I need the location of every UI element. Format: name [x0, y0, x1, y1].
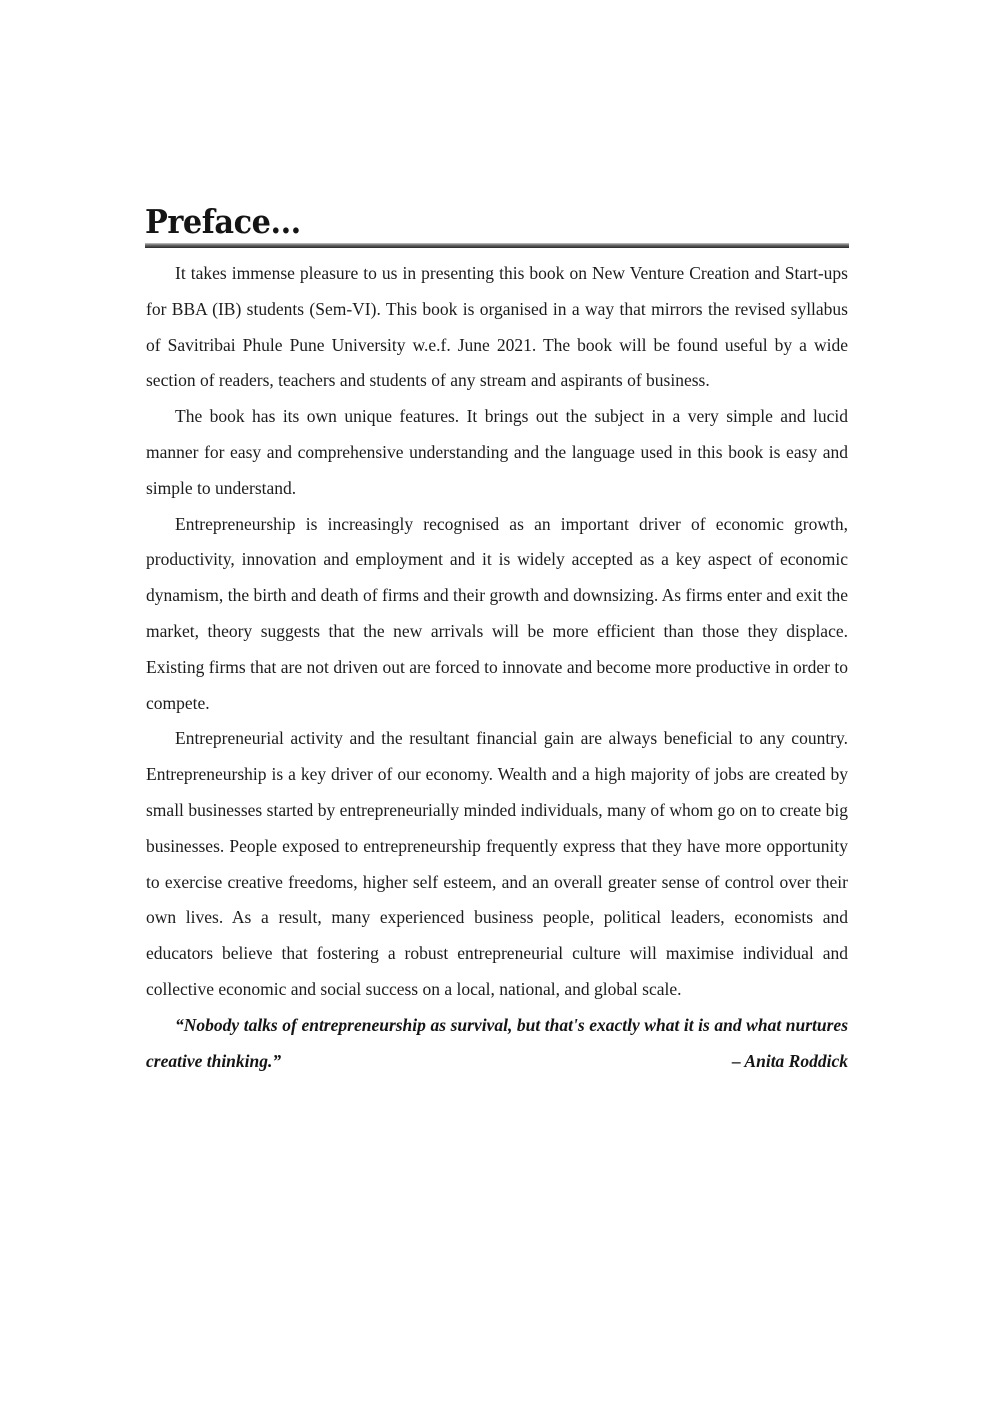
quote-attribution: – Anita Roddick	[731, 1050, 848, 1071]
paragraph: The book has its own unique features. It brings out the subject in a very simple and lucid manner for easy and comprehensive understanding and the language used in this book is easy and simple to understand.	[146, 406, 848, 498]
paragraph: It takes immense pleasure to us in presenting this book on New Venture Creation and Start-ups for BBA (IB) students (Sem-VI). This book is organised in a way that mirrors the revised syllabus of Savitribai Phule Pune University w.e.f. June 2021. The book will be found useful by a wide section of readers, teachers and students of any stream and aspirants of business.	[146, 263, 848, 391]
closing-quote	[146, 1008, 848, 1080]
preface-body	[146, 256, 848, 1079]
page-title: Preface...	[145, 202, 301, 241]
heading-underline-divider	[145, 243, 849, 248]
quote-text: “Nobody talks of entrepreneurship as survival, but that's exactly what it is and what nurtures creative thinking.”	[146, 1014, 848, 1071]
paragraph: Entrepreneurship is increasingly recognised as an important driver of economic growth, productivity, innovation and employment and it is widely accepted as a key aspect of economic dynamism, the birth and death of firms and their growth and downsizing. As firms enter and exit the market, theory suggests that the new arrivals will be more efficient than those they displace. Existing firms that are not driven out are forced to innovate and become more productive in order to compete.	[146, 513, 848, 713]
paragraph: Entrepreneurial activity and the resultant financial gain are always beneficial to any country. Entrepreneurship is a key driver of our economy. Wealth and a high majority of jobs are created by small businesses started by entrepreneurially minded individuals, many of whom go on to create big businesses. People exposed to entrepreneurship frequently express that they have more opportunity to exercise creative freedoms, higher self esteem, and an overall greater sense of control over their own lives. As a result, many experienced business people, political leaders, economists and educators believe that fostering a robust entrepreneurial culture will maximise individual and collective economic and social success on a local, national, and global scale.	[146, 728, 848, 999]
